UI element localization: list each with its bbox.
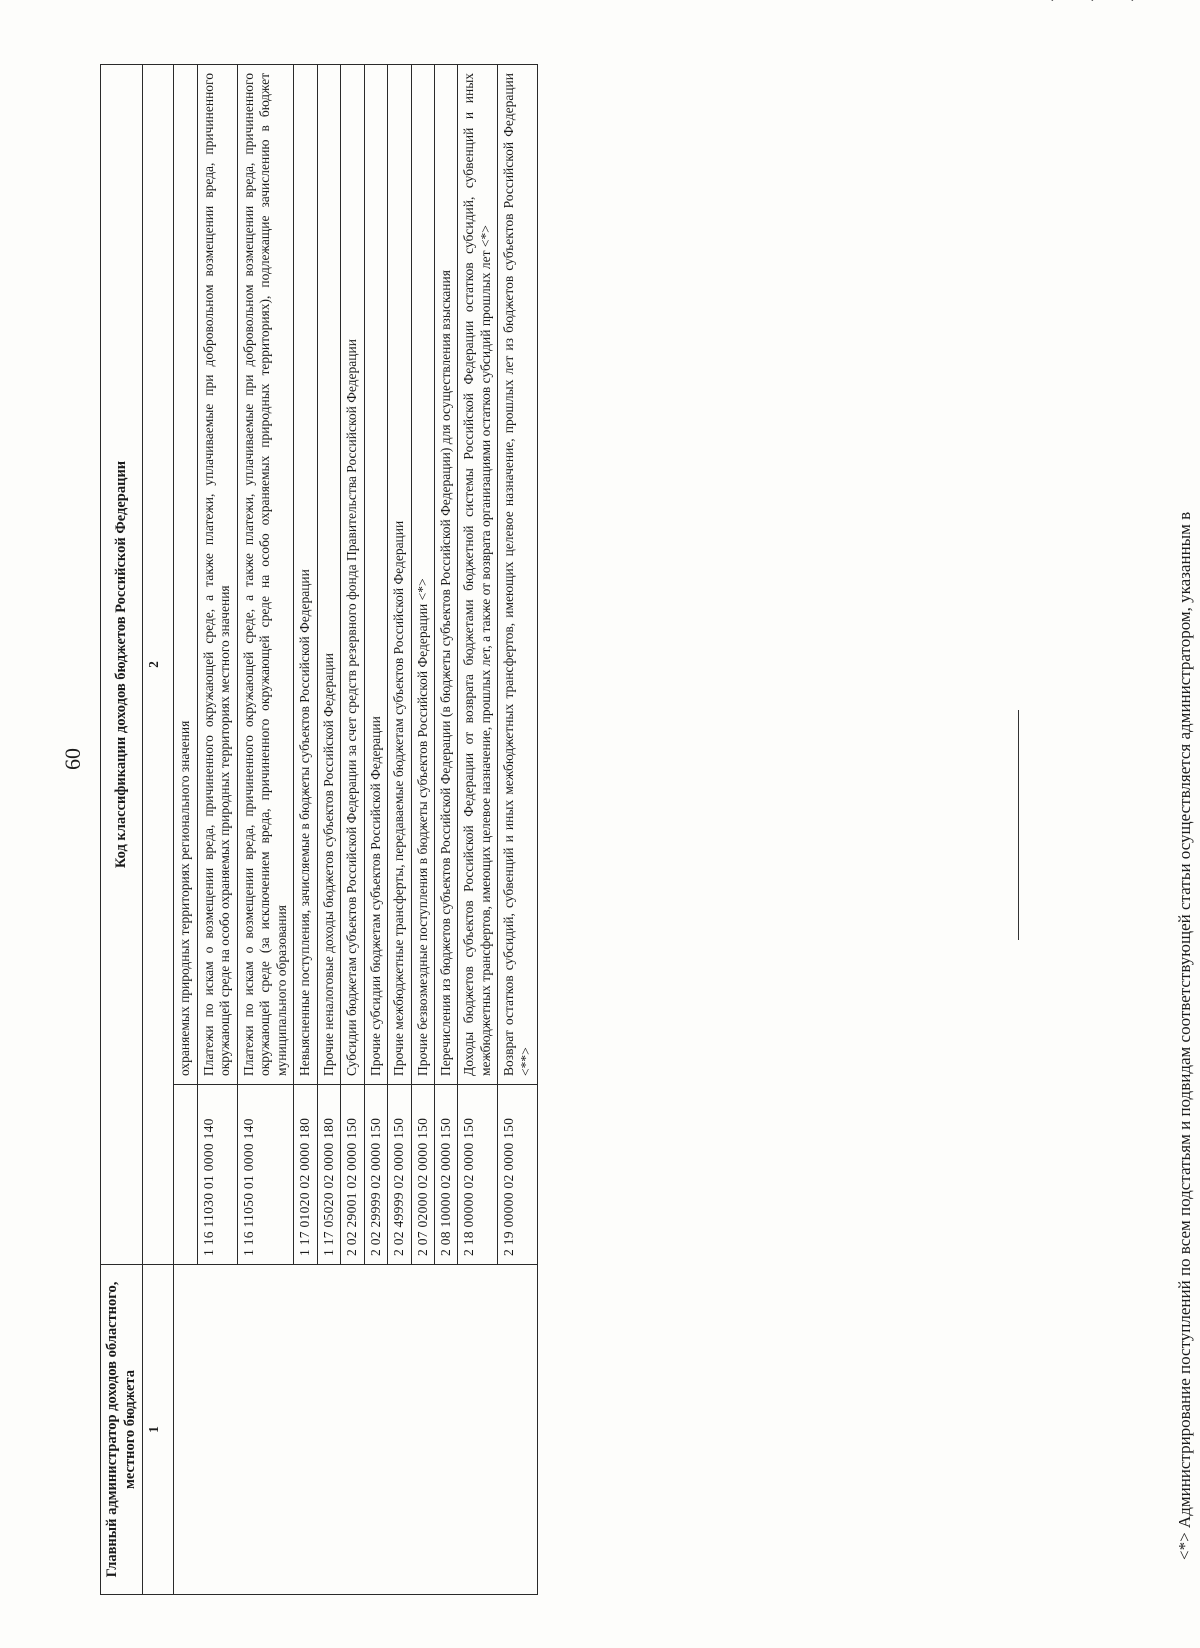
description-cell: Прочие межбюджетные трансферты, передаваемые бюджетам субъектов Российской Федерации bbox=[388, 64, 411, 1084]
footnote-divider bbox=[1018, 710, 1020, 940]
description-cell: Возврат остатков субсидий, субвенций и иных межбюджетных трансфертов, имеющих целевое назначение, прошлых лет из бюджетов субъектов Российской Федерации <**> bbox=[498, 64, 538, 1084]
description-cell: Доходы бюджетов субъектов Российской Федерации от возврата бюджетами бюджетной системы Российской Федерации остатков субсидий, субвенций и иных межбюджетных трансфертов, имеющих целевое назначение, прошлых лет, а также от возврата организациями остатков субсидий прошлых лет <*> bbox=[458, 64, 498, 1084]
description-cell: охраняемых природных территориях регионального значения bbox=[174, 64, 197, 1084]
code-cell: 2 02 49999 02 0000 150 bbox=[388, 1085, 411, 1265]
code-cell bbox=[174, 1085, 197, 1265]
header-admin: Главный администратор доходов областного, местного бюджета bbox=[101, 1265, 143, 1595]
page-number: 60 bbox=[60, 748, 85, 770]
code-cell: 2 19 00000 02 0000 150 bbox=[498, 1085, 538, 1265]
column-number-2: 2 bbox=[143, 64, 174, 1264]
description-cell: Прочие неналоговые доходы бюджетов субъектов Российской Федерации bbox=[317, 64, 340, 1084]
description-cell: Невыясненные поступления, зачисляемые в бюджеты субъектов Российской Федерации bbox=[294, 64, 317, 1084]
code-cell: 2 07 02000 02 0000 150 bbox=[411, 1085, 434, 1265]
code-cell: 2 02 29001 02 0000 150 bbox=[341, 1085, 364, 1265]
header-code: Код классификации доходов бюджетов Российской Федерации bbox=[101, 64, 143, 1264]
revenue-classification-table bbox=[100, 64, 538, 1595]
code-cell: 1 17 05020 02 0000 180 bbox=[317, 1085, 340, 1265]
table-row bbox=[174, 64, 197, 1594]
description-cell: Перечисления из бюджетов субъектов Российской Федерации (в бюджеты субъектов Российской Федерации) для осуществления взыскания bbox=[435, 64, 458, 1084]
code-cell: 2 18 00000 02 0000 150 bbox=[458, 1085, 498, 1265]
code-cell: 1 16 11050 01 0000 140 bbox=[237, 1085, 293, 1265]
scan-edge-marks: · · · bbox=[1050, 0, 1135, 9]
description-cell: Платежи по искам о возмещении вреда, причиненного окружающей среде, а также платежи, уплачиваемые при добровольном возмещении вреда, причиненного окружающей среде (за исключением вреда, причиненного окружающей среде на особо охраняемых природных территориях), подлежащие зачислению в бюджет муниципального образования bbox=[237, 64, 293, 1084]
code-cell: 1 17 01020 02 0000 180 bbox=[294, 1085, 317, 1265]
column-number-1: 1 bbox=[143, 1265, 174, 1595]
description-cell: Платежи по искам о возмещении вреда, причиненного окружающей среде, а также платежи, уплачиваемые при добровольном возмещении вреда, причиненного окружающей среде на особо охраняемых природных территориях местного значения bbox=[197, 64, 237, 1084]
description-cell: Субсидии бюджетам субъектов Российской Федерации за счет средств резервного фонда Правительства Российской Федерации bbox=[341, 64, 364, 1084]
code-cell: 2 02 29999 02 0000 150 bbox=[364, 1085, 387, 1265]
code-cell: 1 16 11030 01 0000 140 bbox=[197, 1085, 237, 1265]
code-cell: 2 08 10000 02 0000 150 bbox=[435, 1085, 458, 1265]
admin-cell bbox=[174, 1265, 538, 1595]
description-cell: Прочие субсидии бюджетам субъектов Российской Федерации bbox=[364, 64, 387, 1084]
rotated-table-container bbox=[100, 65, 985, 1595]
footnote: <*> Администрирование поступлений по всем подстатьям и подвидам соответствующей статьи осуществляется администратором, указанным в bbox=[1175, 511, 1194, 1560]
description-cell: Прочие безвозмездные поступления в бюджеты субъектов Российской Федерации <*> bbox=[411, 64, 434, 1084]
